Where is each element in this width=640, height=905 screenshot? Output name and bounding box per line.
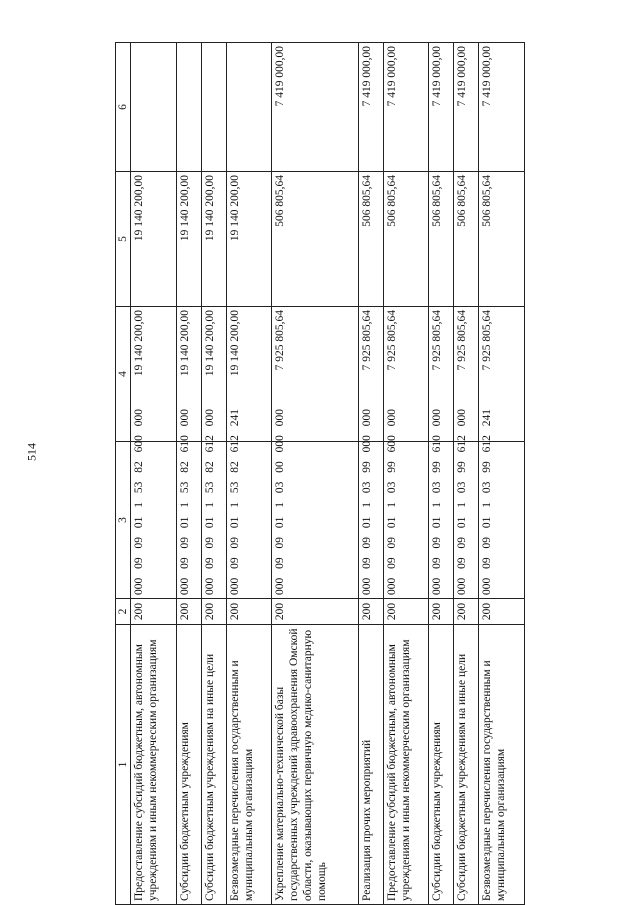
table-row [454, 43, 479, 905]
row-col4: 7 925 805,64 [429, 307, 454, 442]
row-col4: 19 140 200,00 [176, 307, 201, 442]
row-code: 200 [429, 599, 454, 625]
row-col6: 7 419 000,00 [383, 43, 429, 172]
row-code: 200 [226, 599, 272, 625]
row-col6 [226, 43, 272, 172]
row-col6 [201, 43, 226, 172]
row-name: Предоставление субсидий бюджетным, автономным учреждениям и иным некоммерческим организациям [383, 625, 429, 905]
table-header-row [116, 43, 131, 905]
row-col5: 506 805,64 [358, 172, 383, 307]
row-code: 200 [201, 599, 226, 625]
header-col-3: 3 [116, 442, 131, 599]
row-col5: 19 140 200,00 [131, 172, 177, 307]
row-code: 200 [454, 599, 479, 625]
row-col5: 506 805,64 [454, 172, 479, 307]
row-kbk: 000 09 09 01 1 53 82 612 000 [201, 442, 226, 599]
rotated-page [115, 43, 525, 905]
row-code: 200 [176, 599, 201, 625]
budget-table [115, 42, 525, 905]
row-kbk: 000 09 09 01 1 03 99 612 241 [479, 442, 525, 599]
table-row [358, 43, 383, 905]
row-col5: 506 805,64 [479, 172, 525, 307]
row-col6: 7 419 000,00 [358, 43, 383, 172]
table-row [479, 43, 525, 905]
row-code: 200 [479, 599, 525, 625]
row-col4: 7 925 805,64 [479, 307, 525, 442]
page-number: 514 [24, 443, 39, 461]
table-row [383, 43, 429, 905]
row-name: Субсидии бюджетным учреждениям на иные цели [454, 625, 479, 905]
table-row [226, 43, 272, 905]
row-name: Укрепление материально-технической базы государственных учреждений здравоохранения Омской области, оказывающих первичную медико-санитарную помощь [272, 625, 359, 905]
table-row [176, 43, 201, 905]
row-name: Субсидии бюджетным учреждениям на иные цели [201, 625, 226, 905]
table-row [131, 43, 177, 905]
header-col-1: 1 [116, 625, 131, 905]
row-code: 200 [358, 599, 383, 625]
row-kbk: 000 09 09 01 1 03 99 600 000 [383, 442, 429, 599]
row-code: 200 [272, 599, 359, 625]
row-col6 [176, 43, 201, 172]
row-kbk: 000 09 09 01 1 53 82 612 241 [226, 442, 272, 599]
row-col4: 7 925 805,64 [454, 307, 479, 442]
table-row [201, 43, 226, 905]
row-col5: 19 140 200,00 [201, 172, 226, 307]
row-col5: 19 140 200,00 [176, 172, 201, 307]
table-row [429, 43, 454, 905]
row-col6: 7 419 000,00 [429, 43, 454, 172]
row-col5: 506 805,64 [383, 172, 429, 307]
row-name: Безвозмездные перечисления государственным и муниципальным организациям [226, 625, 272, 905]
row-name: Субсидии бюджетным учреждениям [429, 625, 454, 905]
header-col-5: 5 [116, 172, 131, 307]
row-code: 200 [131, 599, 177, 625]
row-name: Безвозмездные перечисления государственным и муниципальным организациям [479, 625, 525, 905]
row-col6: 7 419 000,00 [454, 43, 479, 172]
row-col4: 19 140 200,00 [201, 307, 226, 442]
table-row [272, 43, 359, 905]
row-kbk: 000 09 09 01 1 53 82 600 000 [131, 442, 177, 599]
row-code: 200 [383, 599, 429, 625]
row-kbk: 000 09 09 01 1 03 99 610 000 [429, 442, 454, 599]
header-col-2: 2 [116, 599, 131, 625]
row-col5: 506 805,64 [272, 172, 359, 307]
header-col-4: 4 [116, 307, 131, 442]
row-kbk: 000 09 09 01 1 03 99 612 000 [454, 442, 479, 599]
row-kbk: 000 09 09 01 1 03 99 000 000 [358, 442, 383, 599]
row-col4: 19 140 200,00 [131, 307, 177, 442]
row-kbk: 000 09 09 01 1 03 00 000 000 [272, 442, 359, 599]
row-name: Предоставление субсидий бюджетным, автономным учреждениям и иным некоммерческим организациям [131, 625, 177, 905]
header-col-6: 6 [116, 43, 131, 172]
row-name: Реализация прочих мероприятий [358, 625, 383, 905]
row-col4: 7 925 805,64 [272, 307, 359, 442]
row-col6: 7 419 000,00 [272, 43, 359, 172]
row-col6: 7 419 000,00 [479, 43, 525, 172]
row-col4: 7 925 805,64 [358, 307, 383, 442]
row-col4: 19 140 200,00 [226, 307, 272, 442]
row-kbk: 000 09 09 01 1 53 82 610 000 [176, 442, 201, 599]
row-col6 [131, 43, 177, 172]
row-col5: 19 140 200,00 [226, 172, 272, 307]
row-col4: 7 925 805,64 [383, 307, 429, 442]
row-name: Субсидии бюджетным учреждениям [176, 625, 201, 905]
row-col5: 506 805,64 [429, 172, 454, 307]
